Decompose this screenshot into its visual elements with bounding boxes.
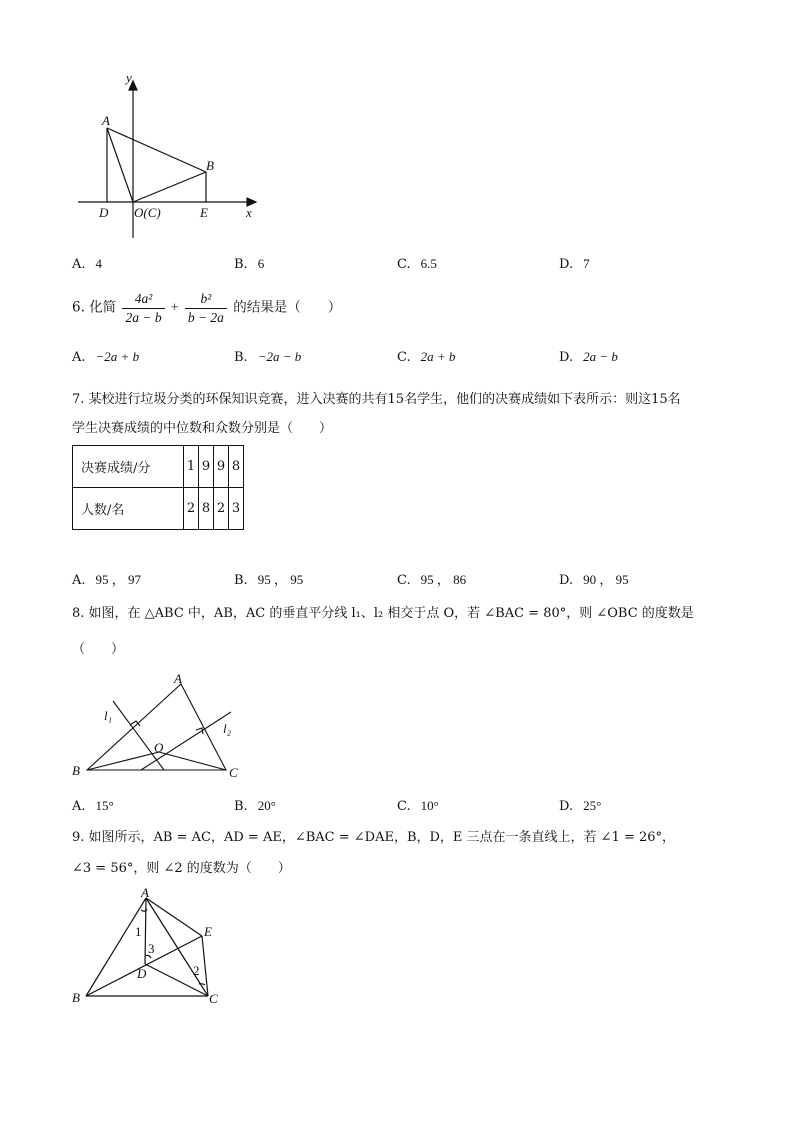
- q8-option-a[interactable]: A. 15°: [72, 798, 114, 814]
- q7-option-d[interactable]: D. 90 ， 95: [559, 572, 629, 588]
- q8-label-b: B: [72, 763, 80, 778]
- q5-option-d[interactable]: D. 7: [559, 256, 590, 272]
- q7-score-table: [72, 445, 244, 530]
- q9-triangle-figure: [68, 886, 238, 1010]
- table-row: [73, 488, 244, 530]
- q7-stem-line1: 7. 某校进行垃圾分类的环保知识竞赛，进入决赛的共有15名学生，他们的决赛成绩如下表所示：则这15名: [72, 392, 681, 407]
- q7-option-c[interactable]: C. 95 ， 86: [397, 572, 467, 588]
- q5-label-b: B: [206, 158, 214, 173]
- q6-fraction-1: $\frac{\text{4a²}}{2a - b}$: [122, 290, 164, 326]
- q7-stem-line2: 学生决赛成绩的中位数和众数分别是（ ）: [72, 421, 333, 436]
- q5-option-c[interactable]: C. 6.5: [397, 256, 437, 272]
- q8-triangle-figure: [66, 670, 256, 785]
- q9-stem-line2: ∠3 = 56°，则 ∠2 的度数为（ ）: [72, 861, 291, 876]
- q5-option-a[interactable]: A. 4: [72, 256, 103, 272]
- q8-label-o: O: [154, 740, 164, 755]
- q7-row2-header: 人数/名: [73, 488, 184, 530]
- q5-segment-ao: [107, 128, 133, 202]
- q7-row1-cell: 9: [199, 446, 214, 488]
- q7-row1-cell: 8: [229, 446, 244, 488]
- q6-option-a[interactable]: A. −2a + b: [72, 349, 140, 365]
- q9-angle-mark-2: [199, 984, 205, 985]
- q7-option-a[interactable]: A. 95 ， 97: [72, 572, 142, 588]
- q5-label-e: E: [200, 205, 208, 220]
- q6-plus: +: [170, 299, 179, 315]
- q6-option-d[interactable]: D. 2a − b: [559, 349, 618, 365]
- q6-option-b[interactable]: B. −2a − b: [234, 349, 302, 365]
- q8-label-l1: l₁: [104, 708, 113, 723]
- q9-label-d: D: [137, 966, 147, 981]
- q7-row1-header: 决赛成绩/分: [73, 446, 184, 488]
- q7-row2-cell: 2: [184, 488, 199, 530]
- q9-label-1: 1: [135, 924, 142, 939]
- q9-segment-ad: [145, 898, 146, 964]
- q9-segment-ac: [146, 898, 208, 996]
- q8-option-b[interactable]: B. 20°: [234, 798, 276, 814]
- q6-stem: [72, 290, 341, 326]
- q5-option-b[interactable]: B. 6: [234, 256, 265, 272]
- q8-segment-bo: [87, 752, 159, 770]
- q5-segment-ab: [107, 128, 206, 172]
- q8-stem-line1: 8. 如图，在 △ABC 中，AB，AC 的垂直平分线 l₁、l₂ 相交于点 O，若 ∠BAC = 80°，则 ∠OBC 的度数是: [72, 606, 694, 621]
- q9-label-a: A: [141, 886, 149, 900]
- q9-label-2: 2: [193, 963, 200, 978]
- q9-label-b: B: [72, 990, 80, 1005]
- q5-coordinate-figure: [70, 68, 270, 243]
- q5-label-a: A: [102, 113, 110, 128]
- q8-right-angle-2: [196, 728, 203, 734]
- q7-row2-cell: 3: [229, 488, 244, 530]
- q6-option-c[interactable]: C. 2a + b: [397, 349, 456, 365]
- q8-triangle-abc: [87, 684, 226, 770]
- q8-option-d[interactable]: D. 25°: [559, 798, 602, 814]
- q8-segment-co: [159, 752, 226, 770]
- q8-stem-line2: （ ）: [72, 642, 125, 657]
- q5-label-x: x: [246, 205, 252, 220]
- q9-label-3: 3: [148, 941, 155, 956]
- q7-row2-cell: 8: [199, 488, 214, 530]
- q7-row1-cell: 9: [214, 446, 229, 488]
- q9-segment-ab: [86, 898, 146, 996]
- q7-option-b[interactable]: B. 95 ， 95: [234, 572, 304, 588]
- table-row: [73, 446, 244, 488]
- q8-label-l2: l₂: [223, 721, 232, 736]
- q6-prefix: 6. 化简: [72, 299, 117, 316]
- q5-label-o: O(C): [134, 205, 161, 220]
- q5-label-y: y: [126, 70, 132, 85]
- q6-fraction-2: $\frac{\text{b²}}{b - 2a}$: [185, 290, 227, 326]
- q8-option-c[interactable]: C. 10°: [397, 798, 439, 814]
- q8-label-c: C: [229, 765, 238, 780]
- q9-label-e: E: [204, 924, 212, 939]
- q7-row2-cell: 2: [214, 488, 229, 530]
- q9-label-c: C: [209, 991, 218, 1006]
- q9-segment-ae: [146, 898, 202, 936]
- q6-suffix: 的结果是（ ）: [233, 299, 342, 316]
- q5-segment-ob: [133, 172, 206, 202]
- q9-stem-line1: 9. 如图所示，AB = AC，AD = AE，∠BAC = ∠DAE，B，D，E 三点在一条直线上，若 ∠1 = 26°，: [72, 830, 676, 845]
- q8-label-a: A: [174, 671, 182, 686]
- q7-row1-cell: 1: [184, 446, 199, 488]
- q5-label-d: D: [99, 205, 109, 220]
